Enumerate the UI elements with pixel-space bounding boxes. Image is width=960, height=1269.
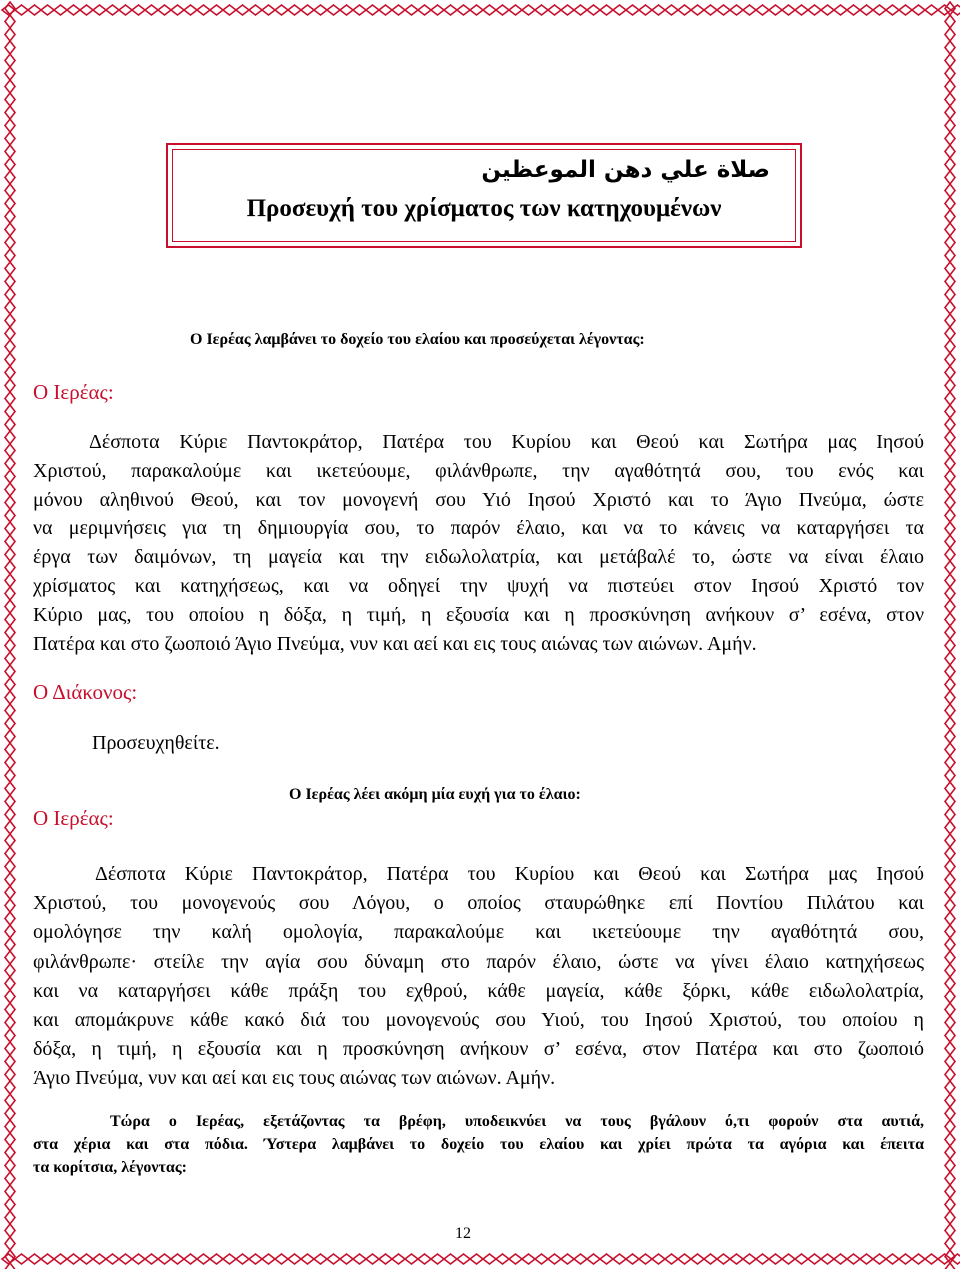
prayer-1-line: Κύριο μας, του οποίου η δόξα, η τιμή, η εξουσία και η προσκύνηση ανήκουν σ’ εσένα, στον [33, 603, 924, 626]
page-border-left [0, 0, 20, 1269]
page-border-top [0, 0, 960, 20]
title-greek: Προσευχή του χρίσματος των κατηχουμένων [246, 195, 722, 222]
title-box [166, 143, 802, 248]
prayer-2-line: και να καταργήσει κάθε πράξη του εχθρού, κάθε μαγεία, κάθε ξόρκι, κάθε ειδωλολατρία, [33, 979, 924, 1002]
prayer-2-line: φιλάνθρωπε· στείλε την αγία σου δύναμη στο παρόν έλαιο, ώστε να γίνει έλαιο κατηχήσεως [33, 950, 924, 973]
prayer-2-line: ομολόγησε την καλή ομολογία, παρακαλούμε και ικετεύουμε την αγαθότητά σου, [33, 921, 924, 944]
prayer-2 [33, 860, 924, 1094]
page-border-right [940, 0, 960, 1269]
rubric-2: Ο Ιερέας λέει ακόμη μία ευχή για το έλαιο: [289, 786, 581, 803]
title-arabic: صلاة علي دهن الموعظين [481, 157, 770, 183]
speaker-priest-1: Ο Ιερέας: [33, 380, 114, 404]
prayer-2-line: Άγιο Πνεύμα, νυν και αεί και εις τους αιώνας των αιώνων. Αμήν. [33, 1067, 556, 1090]
page-number: 12 [455, 1225, 471, 1242]
prayer-2-line: Δέσποτα Κύριε Παντοκράτορ, Πατέρα του Κυρίου και Θεού και Σωτήρα μας Ιησού [95, 863, 924, 885]
prayer-1-line: Χριστού, παρακαλούμε και ικετεύουμε, φιλάνθρωπε, την αγαθότητά σου, του ενός και [33, 459, 924, 482]
instruction-line: τα κορίτσια, λέγοντας: [33, 1159, 187, 1176]
rubric-1: Ο Ιερέας λαμβάνει το δοχείο του ελαίου και προσεύχεται λέγοντας: [190, 331, 645, 348]
prayer-2-line: δόξα, η τιμή, η εξουσία και η προσκύνηση ανήκουν σ’ εσένα, στον Πατέρα και στο ζωοποιό [33, 1038, 924, 1061]
instruction-line: Τώρα ο Ιερέας, εξετάζοντας τα βρέφη, υποδεικνύει να τους βγάλουν ό,τι φορούν στα αυτιά, [110, 1113, 924, 1130]
speaker-priest-2: Ο Ιερέας: [33, 806, 114, 830]
deacon-response: Προσευχηθείτε. [92, 732, 220, 754]
page-border-bottom [0, 1249, 960, 1269]
prayer-1-line: χρίσματος και κατηχήσεως, και να οδηγεί την ψυχή να πιστεύει στον Ιησού Χριστό τον [33, 574, 924, 597]
prayer-1 [33, 428, 924, 658]
prayer-1-line: μόνου αληθινού Θεού, και τον μονογενή σου Υιό Ιησού Χριστό και το Άγιο Πνεύμα, ώστε [33, 488, 924, 511]
prayer-1-line: έργα των δαιμόνων, τη μαγεία και την ειδωλολατρία, και μετάβαλέ το, ώστε να είναι έλαιο [33, 546, 924, 569]
prayer-2-line: και απομάκρυνε κάθε κακό διά του μονογενούς σου Υιού, του Ιησού Χριστού, του οποίου η [33, 1008, 924, 1031]
prayer-2-line: Χριστού, του μονογενούς σου Λόγου, ο οποίος σταυρώθηκε επί Ποντίου Πιλάτου και [33, 892, 924, 915]
prayer-1-line: να μεριμνήσεις για τη δημιουργία σου, το παρόν έλαιο, και να το κάνεις να καταργήσει τα [33, 517, 924, 540]
instruction-line: στα χέρια και στα πόδια. Ύστερα λαμβάνει το δοχείο του ελαίου και χρίει πρώτα τα αγόρια και έπειτα [33, 1136, 924, 1153]
instruction-rubric [33, 1110, 924, 1179]
prayer-1-line: Πατέρα και στο ζωοποιό Άγιο Πνεύμα, νυν και αεί και εις τους αιώνας των αιώνων. Αμήν. [33, 632, 757, 655]
prayer-1-line: Δέσποτα Κύριε Παντοκράτορ, Πατέρα του Κυρίου και Θεού και Σωτήρα μας Ιησού [89, 431, 924, 453]
speaker-deacon: Ο Διάκονος: [33, 680, 138, 704]
